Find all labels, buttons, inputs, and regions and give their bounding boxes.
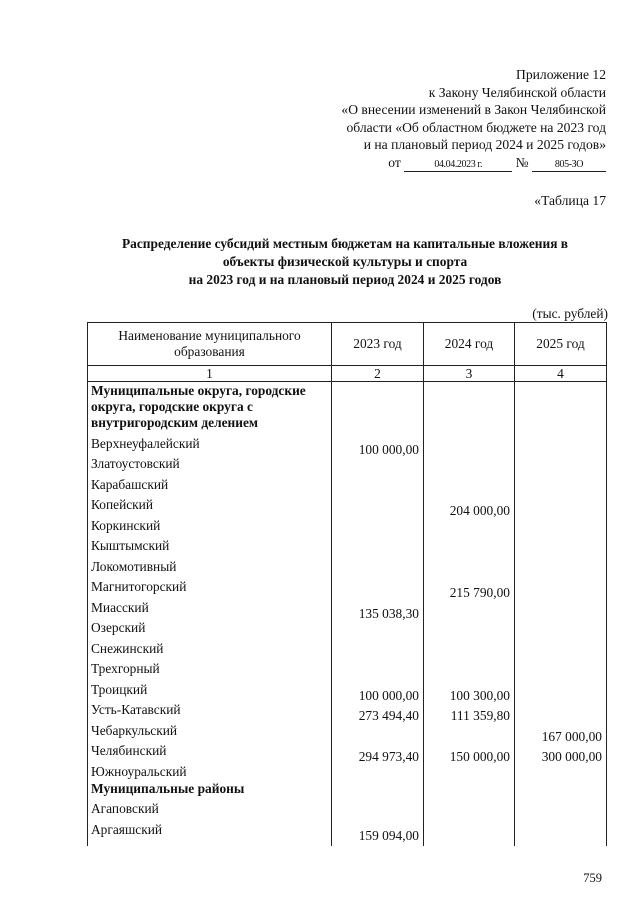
- header-2023: 2023 год: [332, 323, 424, 366]
- value-2025-cell: [515, 560, 607, 581]
- value-2024-cell: [424, 601, 515, 622]
- value-2024-cell: [424, 786, 515, 803]
- value-2023-cell: [332, 499, 424, 520]
- value-2025-cell: [515, 765, 607, 786]
- value-2023-cell: [332, 642, 424, 663]
- value-2025-cell: [515, 823, 607, 844]
- value-2025-cell: [515, 499, 607, 520]
- value-2023-cell: [332, 786, 424, 803]
- value-2023-cell: [332, 581, 424, 602]
- appendix-line: к Закону Челябинской области: [428, 84, 606, 100]
- column-number: 2: [332, 366, 424, 382]
- municipality-cell: Муниципальные районы: [88, 780, 332, 797]
- table-reference: «Таблица 17: [534, 193, 606, 208]
- header-2024: 2024 год: [424, 323, 515, 366]
- value-2023-cell: [332, 458, 424, 479]
- subsidy-table: [87, 322, 607, 846]
- value-2025-cell: [515, 458, 607, 479]
- column-number: 3: [424, 366, 515, 382]
- value-2024-cell: [424, 560, 515, 581]
- value-2025-cell: 300 000,00: [515, 745, 607, 766]
- value-2023-cell: [332, 663, 424, 684]
- number-sign: №: [515, 154, 529, 170]
- column-number-row: [88, 366, 607, 382]
- document-title: [100, 235, 590, 289]
- municipality-cell: Аргаяшский: [88, 817, 332, 838]
- municipality-cell: Усть-Катавский: [88, 698, 332, 719]
- value-2025-cell: [515, 704, 607, 725]
- appendix-line: «О внесении изменений в Закон Челябинской: [341, 102, 606, 117]
- municipality-cell: Копейский: [88, 493, 332, 514]
- value-2025-cell: [515, 803, 607, 824]
- spacer-cell: [88, 838, 332, 846]
- appendix-block: [286, 66, 606, 172]
- value-2024-cell: [424, 765, 515, 786]
- law-number: 805-ЗО: [532, 158, 606, 172]
- column-number: 1: [88, 366, 332, 382]
- appendix-line: и на плановый период 2024 и 2025 годов»: [363, 137, 606, 152]
- table-body: [88, 382, 607, 846]
- law-date-number-line: [286, 154, 606, 172]
- municipality-cell: Снежинский: [88, 636, 332, 657]
- header-2025: 2025 год: [515, 323, 607, 366]
- value-2023-cell: 159 094,00: [332, 823, 424, 844]
- appendix-line: области «Об областном бюджете на 2023 год: [346, 119, 606, 135]
- value-2025-cell: [515, 478, 607, 499]
- date-prefix: от: [388, 154, 401, 170]
- municipality-cell: Челябинский: [88, 739, 332, 760]
- value-2023-cell: [332, 622, 424, 643]
- value-2024-cell: 111 359,80: [424, 704, 515, 725]
- law-date: 04.04.2023 г.: [404, 158, 512, 172]
- value-2024-cell: [424, 519, 515, 540]
- title-line: Распределение субсидий местным бюджетам на капитальные вложения в: [121, 236, 569, 251]
- value-2024-cell: [424, 388, 515, 438]
- value-2023-cell: [332, 724, 424, 745]
- municipality-cell: Троицкий: [88, 677, 332, 698]
- value-2025-cell: [515, 601, 607, 622]
- value-2023-cell: 100 000,00: [332, 683, 424, 704]
- value-2023-cell: [332, 478, 424, 499]
- value-2025-cell: [515, 642, 607, 663]
- value-2024-cell: [424, 540, 515, 561]
- municipality-cell: Южноуральский: [88, 759, 332, 780]
- value-2024-cell: [424, 478, 515, 499]
- value-2025-cell: [515, 622, 607, 643]
- value-2025-cell: [515, 388, 607, 438]
- value-2024-cell: [424, 622, 515, 643]
- value-2024-cell: 204 000,00: [424, 499, 515, 520]
- value-2025-cell: [515, 437, 607, 458]
- header-municipality: Наименование муниципального образования: [88, 323, 332, 366]
- units-label: (тыс. рублей): [532, 306, 608, 321]
- municipality-cell: Миасский: [88, 595, 332, 616]
- table-group-row: [88, 382, 607, 432]
- value-2023-cell: [332, 765, 424, 786]
- value-2025-cell: [515, 683, 607, 704]
- municipality-cell: Трехгорный: [88, 657, 332, 678]
- municipality-cell: Верхнеуфалейский: [88, 431, 332, 452]
- value-2023-cell: [332, 560, 424, 581]
- municipality-cell: Златоустовский: [88, 452, 332, 473]
- municipality-cell: Озерский: [88, 616, 332, 637]
- title-line: на 2023 год и на плановый период 2024 и 2025 годов: [188, 272, 502, 287]
- value-2025-cell: [515, 540, 607, 561]
- value-2023-cell: [332, 540, 424, 561]
- value-2025-cell: [515, 786, 607, 803]
- value-2023-cell: 100 000,00: [332, 437, 424, 458]
- page-number: 759: [583, 871, 602, 885]
- value-2025-cell: [515, 519, 607, 540]
- title-line: объекты физической культуры и спорта: [222, 254, 468, 269]
- value-2024-cell: 150 000,00: [424, 745, 515, 766]
- value-2024-cell: 100 300,00: [424, 683, 515, 704]
- municipality-cell: Муниципальные округа, городские округа, городские округа с внутригородским делением: [88, 382, 332, 432]
- value-2024-cell: [424, 437, 515, 458]
- value-2023-cell: [332, 388, 424, 438]
- municipality-cell: Карабашский: [88, 472, 332, 493]
- value-2024-cell: [424, 803, 515, 824]
- municipality-cell: Магнитогорский: [88, 575, 332, 596]
- municipality-cell: Локомотивный: [88, 554, 332, 575]
- value-2023-cell: 135 038,30: [332, 601, 424, 622]
- municipality-cell: Чебаркульский: [88, 718, 332, 739]
- value-2025-cell: [515, 663, 607, 684]
- value-2023-cell: [332, 803, 424, 824]
- municipality-cell: Агаповский: [88, 797, 332, 818]
- value-2024-cell: [424, 663, 515, 684]
- value-2024-cell: [424, 458, 515, 479]
- value-2024-cell: [424, 724, 515, 745]
- table-header-row: [88, 323, 607, 366]
- municipality-cell: Кыштымский: [88, 534, 332, 555]
- value-2024-cell: 215 790,00: [424, 581, 515, 602]
- value-2023-cell: [332, 519, 424, 540]
- value-2023-cell: 273 494,40: [332, 704, 424, 725]
- municipality-cell: Коркинский: [88, 513, 332, 534]
- value-2025-cell: 167 000,00: [515, 724, 607, 745]
- column-number: 4: [515, 366, 607, 382]
- value-2024-cell: [424, 823, 515, 844]
- value-2023-cell: 294 973,40: [332, 745, 424, 766]
- appendix-line: Приложение 12: [516, 67, 606, 82]
- value-2024-cell: [424, 642, 515, 663]
- value-2025-cell: [515, 581, 607, 602]
